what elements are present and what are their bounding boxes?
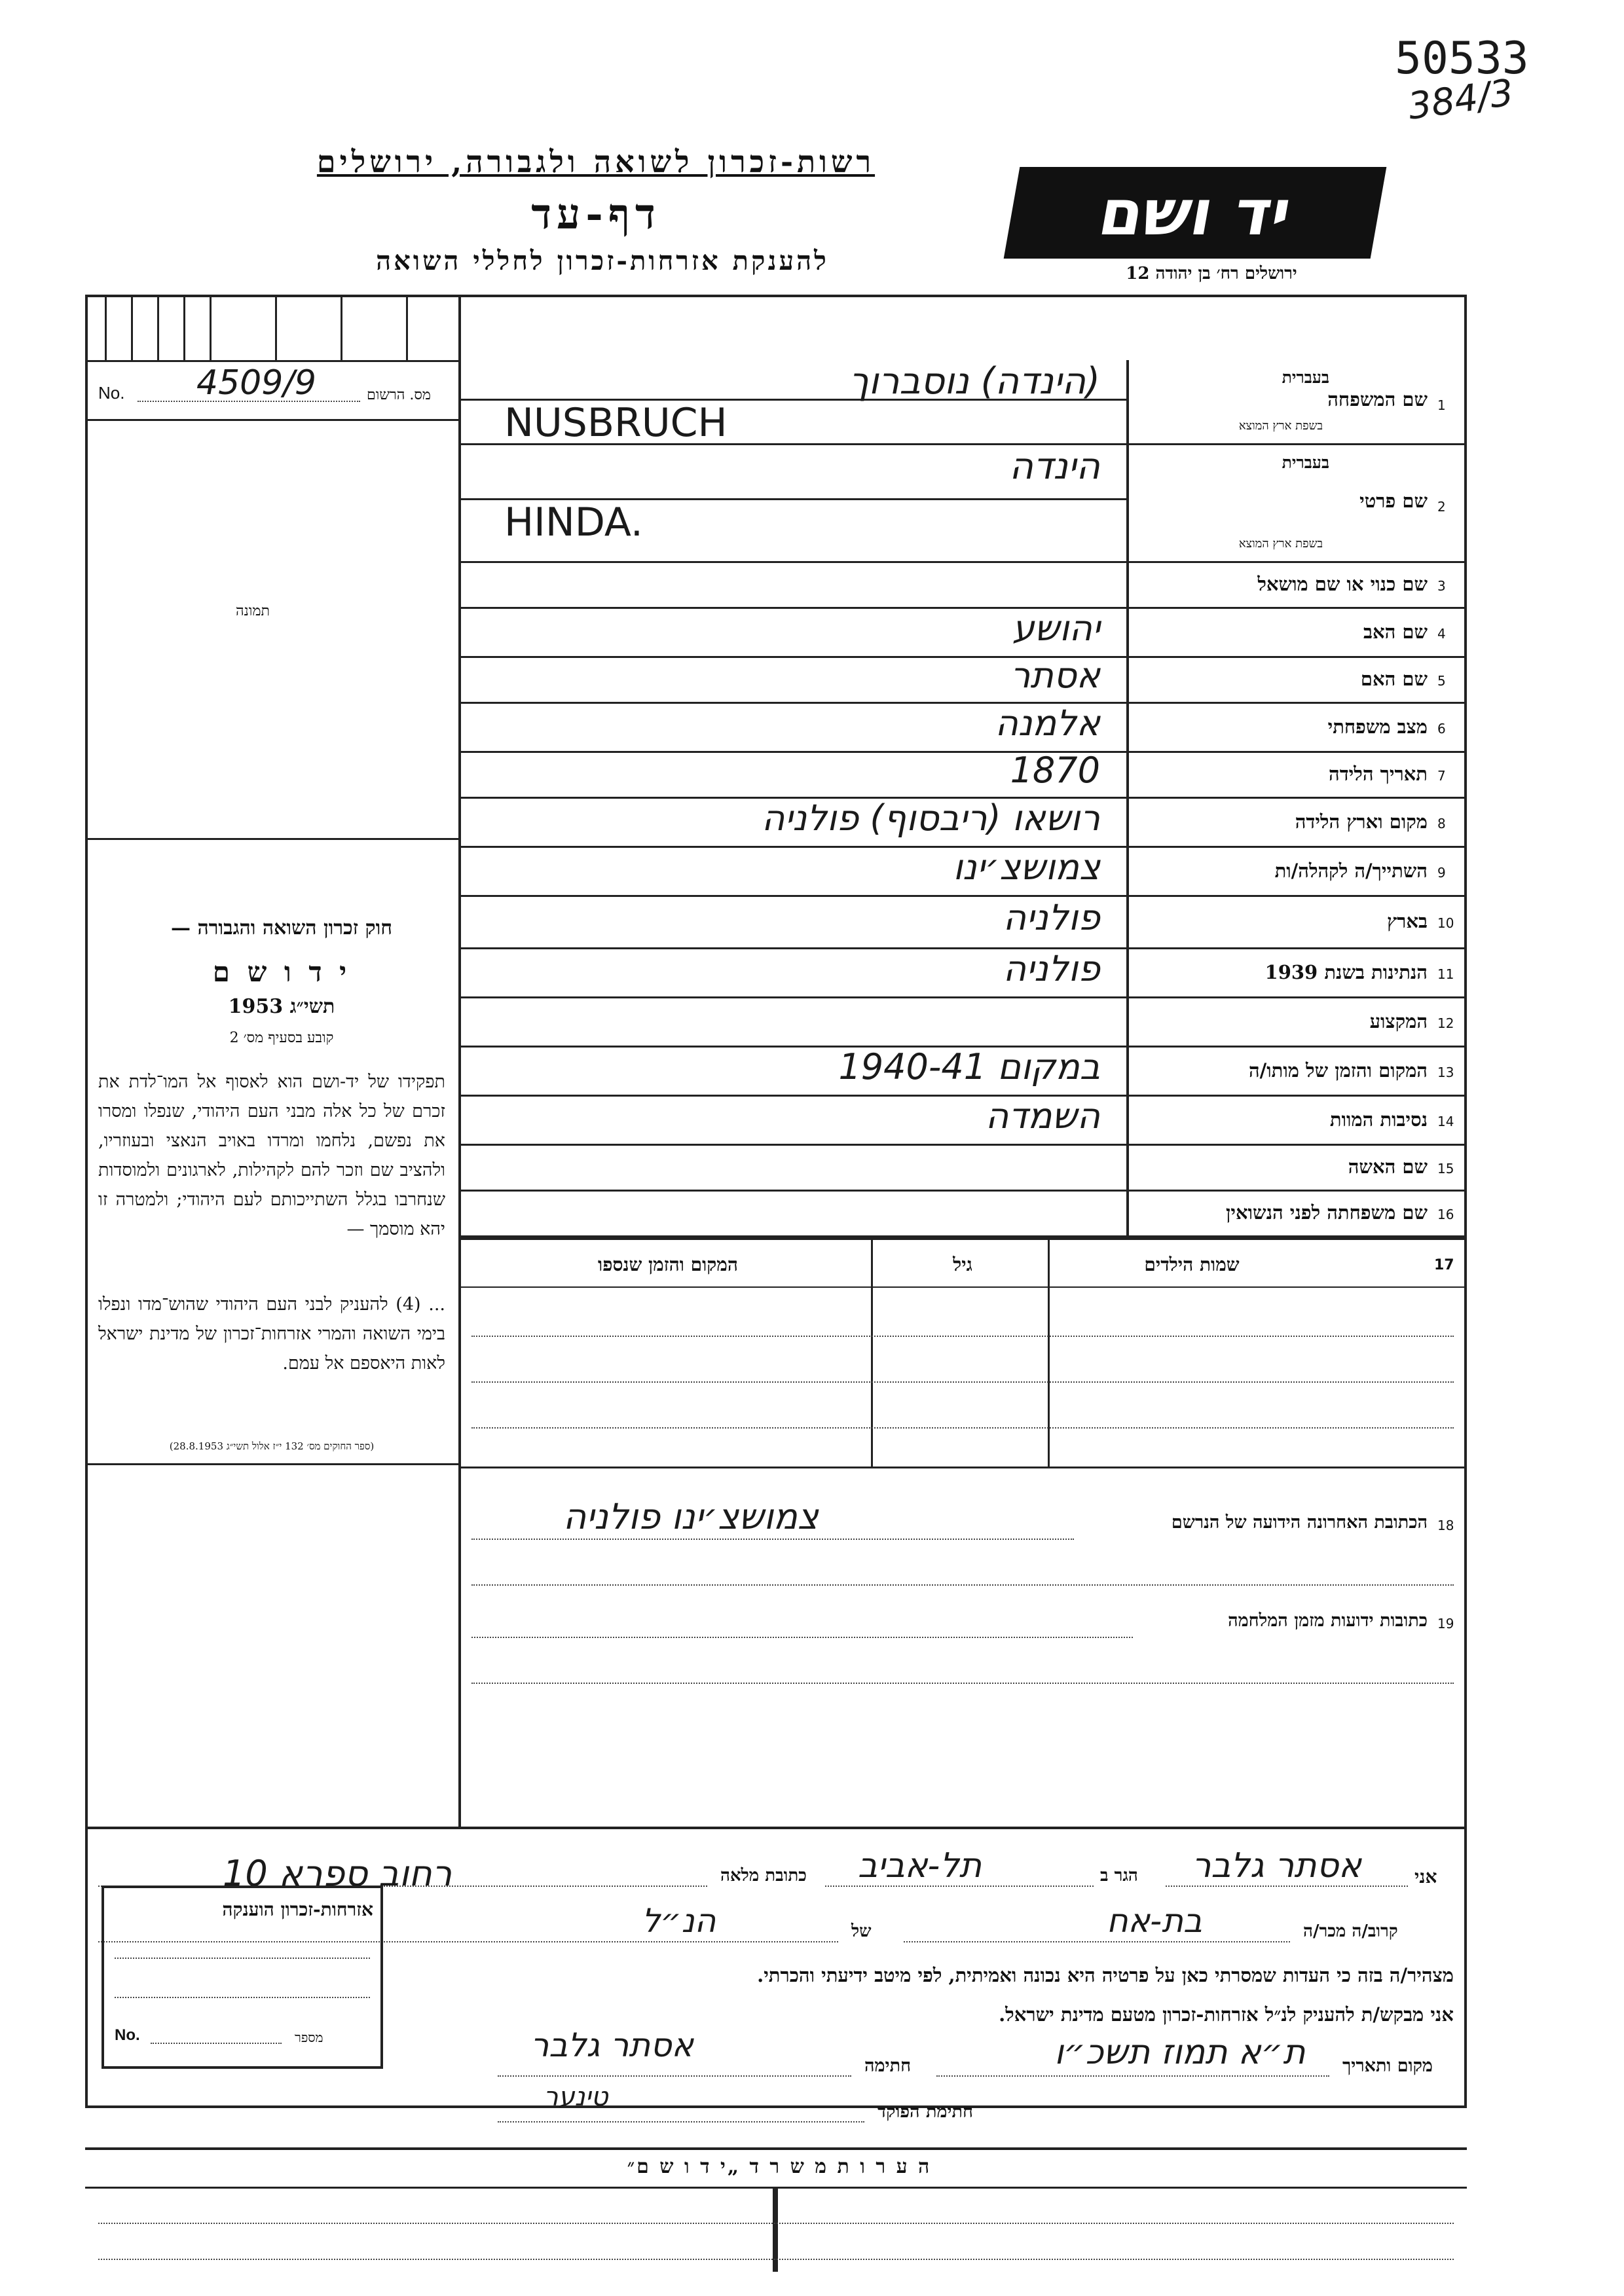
- reg-number-label: מס. הרשום: [367, 387, 431, 403]
- wartime-address-label: כתובות ידועות מזמן המלחמה: [1228, 1611, 1428, 1631]
- field-label: הנתינות בשנת 1939: [1264, 960, 1428, 983]
- declaration-text: מצהיר/ה בזה כי העדות שמסרתי כאן על פרטיה היא נכונה ואמיתית, לפי מיטב ידיעתי והכרתי.: [757, 1964, 1454, 1986]
- field-label: נסיבות המוות: [1329, 1108, 1428, 1131]
- field-number: 13: [1437, 1064, 1454, 1080]
- place-date-value: ת״א תמוז תשכ״ו: [1054, 2033, 1306, 2072]
- children-age-header: גיל: [953, 1254, 972, 1275]
- archive-sub-number: 384/3: [1405, 71, 1517, 128]
- field-value-5: אסתר: [1010, 655, 1100, 696]
- signature-value: אסתר גלבר: [530, 2026, 693, 2064]
- field-label: המקום והזמן של מותו/ה: [1248, 1059, 1428, 1082]
- field-sublabel-hebrew: בעברית: [1282, 368, 1329, 387]
- field-value-13: במקום 1940-41: [838, 1046, 1100, 1087]
- field-19-number: 19: [1437, 1616, 1454, 1631]
- field-row-11: [458, 949, 1467, 998]
- field-number: 2: [1437, 499, 1446, 515]
- field-number: 4: [1437, 625, 1446, 642]
- declarant-of-whom: הנ״ל: [642, 1902, 716, 1940]
- field-number: 15: [1437, 1161, 1454, 1176]
- law-text: תפקידו של יד-ושם הוא לאסוף אל המו־לדת את זכרם של כל אלה מבני העם היהודי, שנפלו ומסרו את נפשם, נלחמו ומרדו באויב הנאצי ובעוזריו, ולהציב שם וזכר להם לקהילות, לארגונים ולמוסדות שנחרבו בגלל השתייכותם לעם היהודי; ולמטרה זו יהא מוסמך —: [98, 1072, 445, 1239]
- field-value-latin-2: HINDA.: [504, 500, 643, 545]
- law-year: תשי״ג 1953: [228, 995, 335, 1018]
- field-value-1: (הינדה) נוסברוך: [849, 360, 1100, 403]
- field-label: שם המשפחה: [1327, 388, 1428, 410]
- children-place-header: המקום והזמן שנספו: [598, 1254, 738, 1275]
- field-value-7: 1870: [1010, 750, 1100, 791]
- field-value-9: צמושצ׳ינו: [953, 846, 1100, 888]
- grant-number-label: מספר: [295, 2030, 323, 2045]
- law-title: חוק זכרון השואה והגבורה —: [171, 917, 392, 939]
- remarks-title: ה ע ר ו ת מ ש ר ד „י ד ו ש ם״: [627, 2155, 932, 2178]
- field-label: מצב משפחתי: [1327, 715, 1428, 738]
- reg-no-label: No.: [98, 383, 125, 403]
- photo-placeholder: תמונה: [236, 603, 270, 619]
- declarant-name: אסתר גלבר: [1192, 1846, 1361, 1886]
- field-label: השתייך/ה לקהלה/ות: [1274, 859, 1428, 882]
- law-reference: (ספר החוקים מס׳ 132 י״ז אלול תשי״ג 28.8.1953): [169, 1440, 375, 1452]
- field-label: שם האב: [1363, 620, 1428, 643]
- field-label: שם פרטי: [1359, 490, 1428, 512]
- address-line: ירושלים רח׳ בן יהודה 12: [1126, 264, 1297, 283]
- field-row-16: [458, 1192, 1467, 1237]
- law-text-2: ... (4) להעניק לבני העם היהודי שהוש־מדו ונפלו בימי השואה והמרי אזרחות־זכרון של מדינת ישראל לאות היאספם אל עמם.: [98, 1294, 445, 1374]
- declarant-city: תל-אביב: [858, 1846, 982, 1886]
- field-label: שם האם: [1360, 668, 1428, 690]
- field-row-12: [458, 998, 1467, 1048]
- field-row-10: [458, 897, 1467, 949]
- field-label: שם כנוי או שם מושאל: [1257, 573, 1428, 595]
- request-text: אני מבקש/ת להעניק לנ״ל אזרחות-זכרון מטעם מדינת ישראל.: [999, 2003, 1454, 2026]
- field-row-7: [458, 750, 1467, 799]
- field-row-13: [458, 1048, 1467, 1097]
- field-number: 14: [1437, 1113, 1454, 1129]
- grant-no-label: No.: [115, 2026, 140, 2044]
- place-date-label: מקום ותאריך: [1342, 2056, 1433, 2076]
- form-subtitle: להענקת אזרחות-זכרון לחללי השואה: [376, 246, 829, 276]
- field-label: המקצוע: [1369, 1010, 1428, 1032]
- archive-number: 50533: [1395, 33, 1529, 84]
- declarant-ani: אני: [1414, 1866, 1437, 1887]
- authority-title: רשות-זכרון לשואה ולגבורה, ירושלים: [316, 144, 876, 179]
- field-row-6: [458, 704, 1467, 753]
- field-value-2: הינדה: [1009, 445, 1100, 488]
- law-clause: קובע בסעיף מס׳ 2: [229, 1030, 334, 1046]
- field-row-1: [458, 360, 1467, 445]
- field-value-10: פולניה: [1003, 897, 1100, 938]
- full-address-label: כתובת מלאה: [720, 1866, 807, 1886]
- field-row-5: [458, 655, 1467, 704]
- of-label: של: [851, 1922, 872, 1941]
- field-number: 3: [1437, 578, 1446, 594]
- signature-label: חתימה: [864, 2056, 912, 2076]
- field-number: 11: [1437, 966, 1454, 982]
- field-number: 9: [1437, 864, 1446, 881]
- field-row-3: [458, 563, 1467, 609]
- grant-box-title: אזרחות-זכרון הוענקה: [222, 1899, 373, 1920]
- field-number: 1: [1437, 397, 1446, 413]
- field-value-4: יהושע: [1012, 607, 1100, 649]
- yad-vashem-logo: יד ושם: [1004, 167, 1387, 259]
- declarant-relation: בת-אח: [1107, 1902, 1202, 1940]
- declarant-address: רחוב ספרא 10: [223, 1853, 452, 1894]
- field-value-6: אלמנה: [995, 702, 1100, 744]
- field-label: תאריך הלידה: [1329, 763, 1428, 785]
- field-row-15: [458, 1146, 1467, 1192]
- relative-label: קרוב/ה מכר/ה: [1303, 1922, 1398, 1941]
- field-label: מקום וארץ הלידה: [1295, 810, 1428, 833]
- field-number: 16: [1437, 1207, 1454, 1222]
- field-row-8: [458, 799, 1467, 848]
- field-18-number: 18: [1437, 1518, 1454, 1533]
- field-row-9: [458, 848, 1467, 897]
- last-address-value: צמושצ׳ינו פולניה: [563, 1496, 819, 1537]
- officer-signature-value: טינער: [544, 2082, 608, 2112]
- last-address-label: הכתובת האחרונה הידועה של הנרשם: [1171, 1512, 1428, 1533]
- field-label: שם משפחתה לפני הנשואין: [1226, 1201, 1428, 1224]
- law-name: י ד ו ש ם: [212, 956, 351, 988]
- field-number: 10: [1437, 915, 1454, 931]
- officer-signature-label: חתימת הפוקד: [877, 2102, 973, 2122]
- field-number: 5: [1437, 673, 1446, 689]
- children-field-number: 17: [1434, 1257, 1454, 1273]
- field-label: בארץ: [1387, 910, 1428, 932]
- field-row-4: [458, 609, 1467, 658]
- field-label: שם האשה: [1348, 1156, 1428, 1178]
- field-row-2: [458, 445, 1467, 563]
- form-title: דף-עד: [531, 190, 661, 239]
- field-value-11: פולניה: [1003, 947, 1100, 989]
- field-value-14: השמדה: [986, 1095, 1100, 1137]
- field-number: 7: [1437, 768, 1446, 784]
- field-number: 6: [1437, 720, 1446, 737]
- children-names-header: שמות הילדים: [1144, 1254, 1240, 1275]
- field-value-8: רושאו (ריבסוף) פולניה: [762, 797, 1100, 839]
- registration-number: 4509/9: [196, 363, 316, 403]
- field-sublabel-origin: בשפת ארץ המוצא: [1238, 419, 1323, 433]
- resides-in-label: הגר ב: [1100, 1866, 1138, 1886]
- field-number: 8: [1437, 815, 1446, 831]
- field-row-14: [458, 1097, 1467, 1146]
- field-number: 12: [1437, 1015, 1454, 1031]
- field-value-latin-1: NUSBRUCH: [504, 400, 728, 446]
- field-sublabel-hebrew: בעברית: [1282, 453, 1329, 472]
- field-sublabel-origin: בשפת ארץ המוצא: [1238, 537, 1323, 551]
